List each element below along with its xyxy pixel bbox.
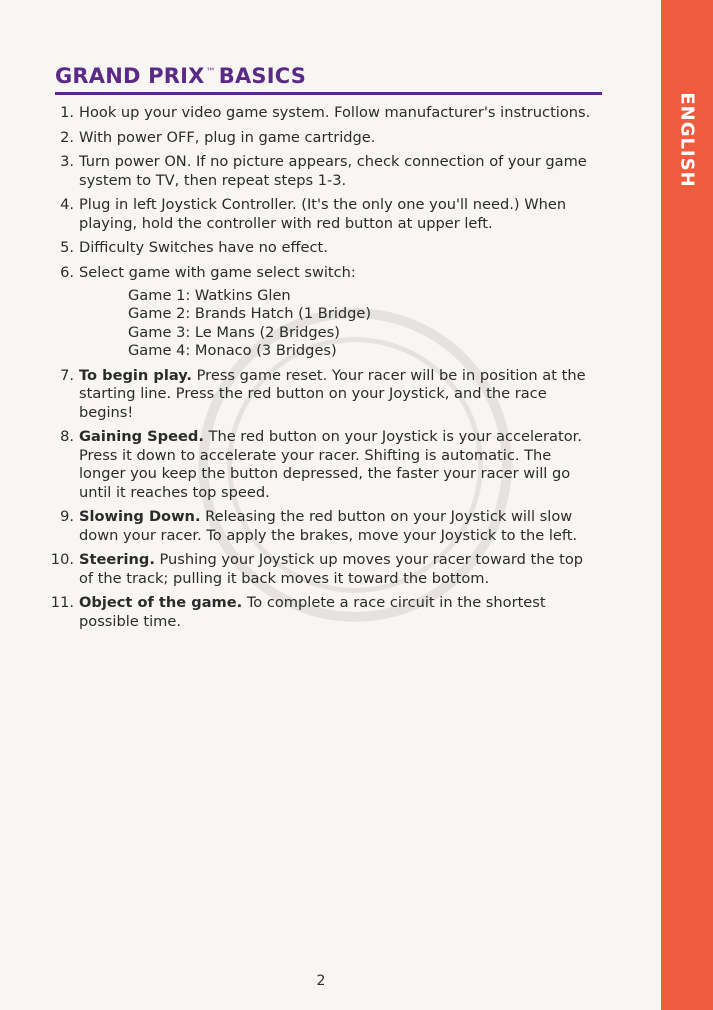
game-option-2: Game 2: Brands Hatch (1 Bridge) [128, 305, 372, 323]
step-number: 10. [50, 551, 74, 569]
step-text: Press game reset. Your racer will be in position at the starting line. Press the red button on your Joystick, and the race begins! [79, 366, 586, 421]
trademark-symbol: ™ [205, 67, 216, 78]
step-7 [40, 367, 600, 423]
step-5 [40, 239, 600, 258]
step-4 [40, 196, 600, 233]
steps-list [40, 104, 600, 637]
step-text: With power OFF, plug in game cartridge. [79, 128, 376, 146]
step-text: Pushing your Joystick up moves your racer toward the top of the track; pulling it back moves it toward the bottom. [79, 551, 584, 587]
game-option-3: Game 3: Le Mans (2 Bridges) [128, 323, 340, 341]
step-3 [40, 153, 600, 190]
game-list [128, 287, 600, 361]
step-number: 6. [60, 263, 74, 281]
title-rest: BASICS [218, 64, 307, 88]
step-number: 2. [60, 128, 74, 146]
title-rule [55, 92, 602, 95]
page-number: 2 [316, 973, 326, 989]
step-text: Hook up your video game system. Follow manufacturer's instructions. [79, 104, 591, 121]
side-tab-label [661, 0, 713, 1010]
step-text: Releasing the red button on your Joystick will slow down your racer. To apply the brakes, move your Joystick to the left. [79, 508, 578, 544]
step-number: 7. [60, 366, 74, 384]
step-text: Turn power ON. If no picture appears, check connection of your game system to TV, then repeat steps 1-3. [79, 153, 587, 189]
step-heading: Steering. [79, 551, 155, 569]
step-2 [40, 129, 600, 148]
game-option-1: Game 1: Watkins Glen [128, 287, 291, 304]
step-number: 4. [60, 196, 74, 213]
step-11 [40, 594, 600, 631]
step-number: 3. [60, 153, 74, 170]
step-9 [40, 508, 600, 545]
step-heading: Object of the game. [79, 594, 243, 612]
step-8 [40, 428, 600, 502]
title-main: GRAND PRIX [55, 64, 205, 88]
step-text: Plug in left Joystick Controller. (It's the only one you'll need.) When playing, hold the controller with red button at upper left. [79, 196, 567, 232]
step-heading: Slowing Down. [79, 508, 201, 526]
step-heading: To begin play. [79, 366, 192, 384]
step-1 [40, 104, 600, 123]
step-number: 9. [60, 508, 74, 526]
step-text: To complete a race circuit in the shortest possible time. [79, 594, 546, 630]
step-text: The red button on your Joystick is your accelerator. Press it down to accelerate your racer. Shifting is automatic. The longer you keep the button depressed, the faster your racer will go until it reaches top speed. [79, 428, 582, 501]
step-text: Select game with game select switch: [79, 263, 356, 281]
step-10 [40, 551, 600, 588]
step-number: 5. [60, 239, 74, 256]
step-heading: Gaining Speed. [79, 428, 204, 446]
step-text: Difficulty Switches have no effect. [79, 239, 328, 256]
page-title [55, 64, 306, 88]
step-number: 8. [60, 428, 74, 446]
language-label: ENGLISH [676, 92, 698, 188]
step-number: 1. [60, 104, 74, 121]
game-option-4: Game 4: Monaco (3 Bridges) [128, 342, 337, 360]
step-6 [40, 264, 600, 361]
step-number: 11. [50, 594, 74, 612]
